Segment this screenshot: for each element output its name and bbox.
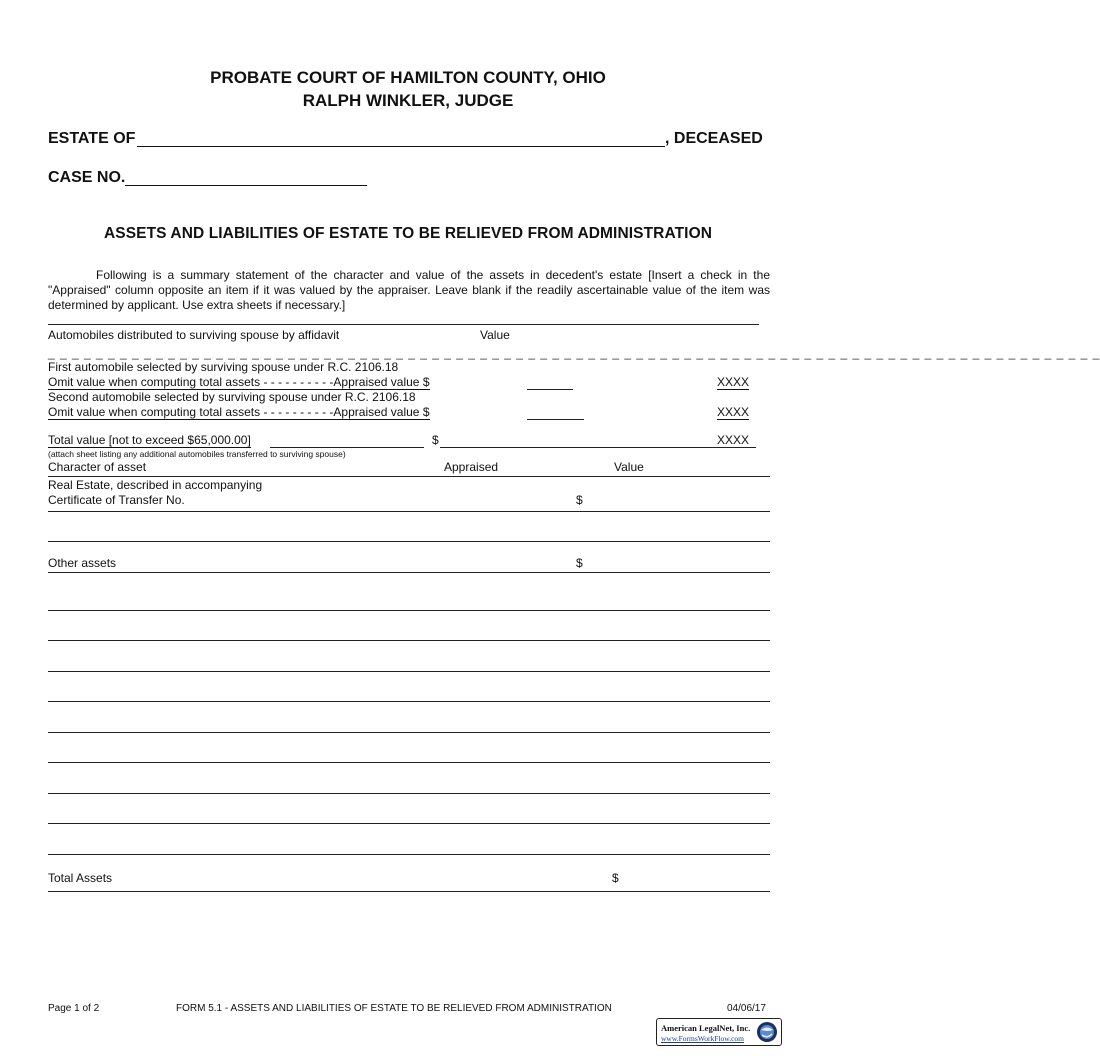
- revision-date: 04/06/17: [727, 1003, 766, 1014]
- asset-row-line[interactable]: [48, 610, 770, 611]
- first-mask-text: XXXX: [717, 375, 750, 389]
- table-header-line: [48, 476, 770, 477]
- total-assets-line[interactable]: [48, 891, 770, 892]
- asset-row-line[interactable]: [48, 823, 770, 824]
- logo-url[interactable]: www.FormsWorkFlow.com: [661, 1034, 745, 1043]
- first-value-mask: [717, 375, 749, 389]
- asset-row-line[interactable]: [48, 793, 770, 794]
- automobile-total-field[interactable]: [440, 447, 756, 448]
- real-estate-dollar: $: [576, 493, 583, 507]
- real-estate-row-line[interactable]: [48, 511, 770, 512]
- asset-row-line[interactable]: [48, 854, 770, 855]
- first-dash-leader: - - - - - - - - - -: [260, 375, 334, 389]
- legalnet-logo[interactable]: [656, 1018, 782, 1046]
- other-assets-dollar: $: [576, 556, 583, 570]
- estate-name-field[interactable]: [137, 146, 665, 147]
- second-value-mask: [717, 405, 749, 419]
- total-assets-label: Total Assets: [48, 871, 113, 885]
- logo-company-name: American LegalNet, Inc.: [661, 1023, 751, 1033]
- real-estate-label: Real Estate, described in accompanying: [48, 478, 263, 492]
- asset-row-line[interactable]: [48, 671, 770, 672]
- asset-row-line[interactable]: [48, 701, 770, 702]
- estate-of-label: ESTATE OF: [48, 130, 136, 147]
- blank-row-line[interactable]: [48, 541, 770, 542]
- total-assets-dollar: $: [612, 871, 619, 885]
- page-number: Page 1 of 2: [48, 1003, 100, 1014]
- automobile-total-label: [48, 433, 251, 447]
- asset-row-line[interactable]: [48, 762, 770, 763]
- value-column-header-2: Value: [614, 460, 644, 474]
- case-no-label: CASE NO.: [48, 169, 126, 186]
- dashed-divider: _ _ _ _ _ _ _ _ _ _ _ _ _ _ _ _ _ _ _ _ _ _ _ _ _ _ _ _ _ _ _ _ _ _ _ _ _ _ _ _ _ _ _ _ _ _ _ _ _ _ _ _ _ _ _ _ _ _ _ _ _ _ _ _ _ _ _ _ _ _ _ _ _ _ _ _ _ _ _ _ _ _ _ _ _ _ _ _: [48, 346, 1100, 360]
- second-mask-text: XXXX: [717, 405, 750, 419]
- second-automobile-omit: [48, 405, 430, 419]
- instructions-text: Following is a summary statement of the character and value of the assets in decedent's estate [Insert a check in the "Appraised" column opposite an item if it was valued by the appraiser. Leave blank if the readily ascertainable value of the item was determined by applicant. Use extra sheets if necessary.]: [48, 268, 770, 312]
- form-title: ASSETS AND LIABILITIES OF ESTATE TO BE RELIEVED FROM ADMINISTRATION: [103, 225, 713, 242]
- first-appraised-label: Appraised value $: [333, 375, 430, 389]
- transfer-certificate-label: Certificate of Transfer No.: [48, 493, 185, 507]
- judge-name: RALPH WINKLER, JUDGE: [302, 91, 514, 110]
- second-appraised-label: Appraised value $: [333, 405, 430, 419]
- automobiles-heading: Automobiles distributed to surviving spouse by affidavit: [48, 328, 340, 342]
- first-omit-text: Omit value when computing total assets: [48, 375, 261, 389]
- value-column-header: Value: [480, 328, 510, 342]
- asset-row-line[interactable]: [48, 640, 770, 641]
- other-assets-row-line[interactable]: [48, 572, 770, 573]
- court-name: PROBATE COURT OF HAMILTON COUNTY, OHIO: [210, 68, 606, 87]
- instructions-paragraph: [48, 268, 770, 313]
- form-footer-title: FORM 5.1 - ASSETS AND LIABILITIES OF ESTATE TO BE RELIEVED FROM ADMINISTRATION: [176, 1003, 612, 1014]
- first-automobile-omit: [48, 375, 430, 389]
- deceased-label: , DECEASED: [665, 130, 763, 147]
- asset-row-line[interactable]: [48, 732, 770, 733]
- attach-sheet-note: (attach sheet listing any additional automobiles transferred to surviving spouse): [48, 449, 346, 459]
- second-automobile-label: Second automobile selected by surviving spouse under R.C. 2106.18: [48, 390, 416, 404]
- second-omit-text: Omit value when computing total assets: [48, 405, 261, 419]
- case-number-field[interactable]: [125, 185, 367, 186]
- automobile-total-mask: XXXX: [717, 433, 750, 447]
- globe-icon: [756, 1021, 778, 1043]
- second-dash-leader: - - - - - - - - - -: [260, 405, 334, 419]
- automobile-total-text: Total value [not to exceed $65,000.00]: [48, 433, 251, 447]
- automobile-total-underline: [270, 447, 424, 448]
- second-appraised-value-field[interactable]: [527, 419, 584, 420]
- character-column-header: Character of asset: [48, 460, 147, 474]
- first-appraised-value-field[interactable]: [527, 389, 573, 390]
- automobile-total-dollar: $: [432, 433, 439, 447]
- first-automobile-label: First automobile selected by surviving spouse under R.C. 2106.18: [48, 360, 399, 374]
- other-assets-label: Other assets: [48, 556, 117, 570]
- divider: [48, 324, 759, 325]
- appraised-column-header: Appraised: [444, 460, 499, 474]
